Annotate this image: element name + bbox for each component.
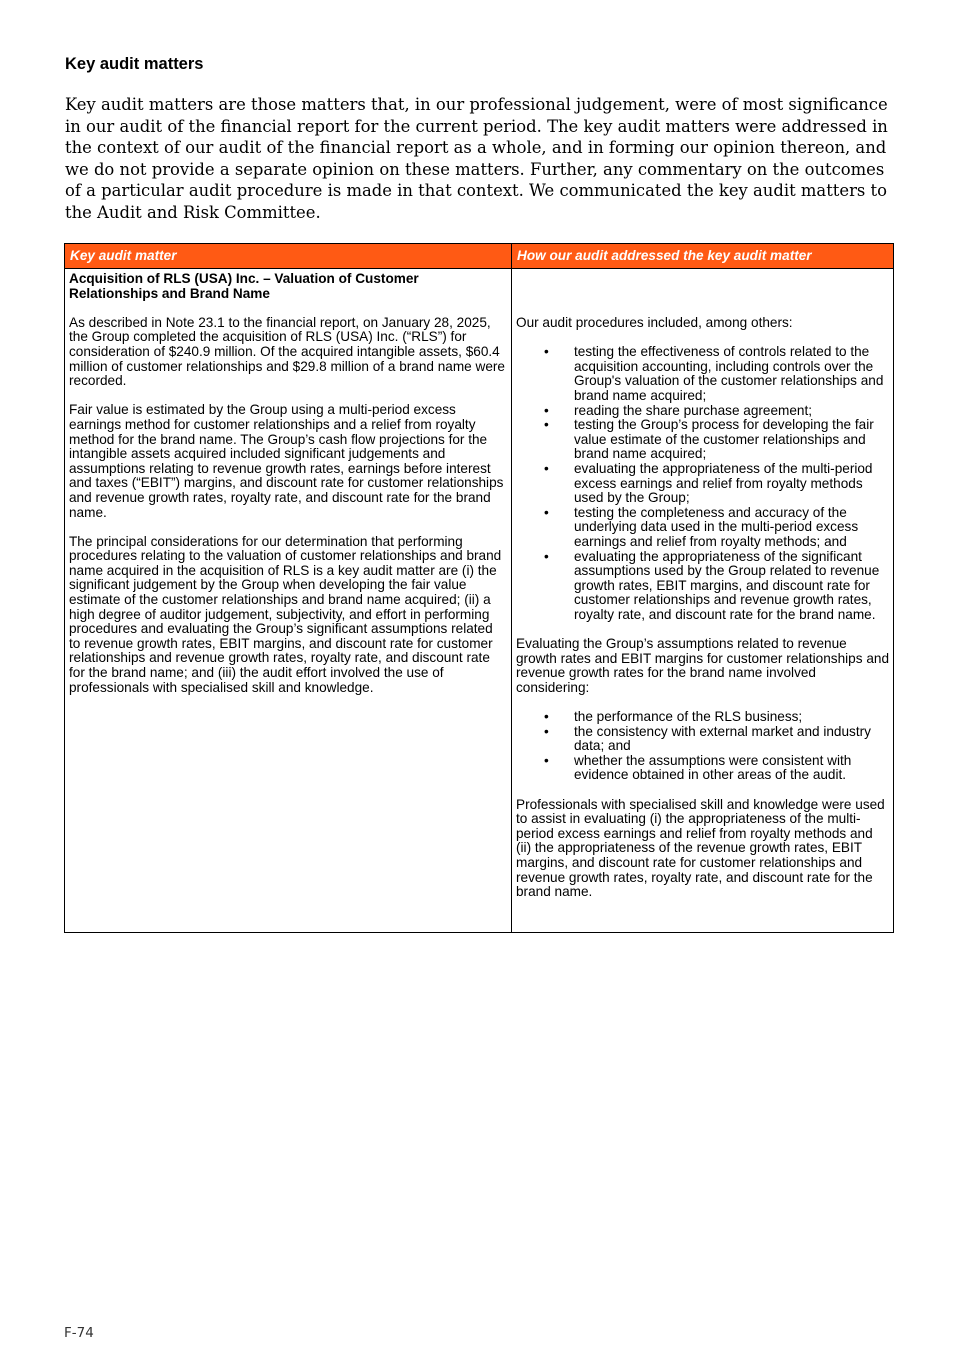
matter-paragraph: As described in Note 23.1 to the financial report, on January 28, 2025, the Group completed the acquisition of RLS (USA) Inc. (“RLS”) for consideration of $240.9 million. Of the acquired intangible assets, $60.4 million of customer relationships and $29.8 million of a brand name were recorded. <box>69 314 505 389</box>
procedures-list <box>516 345 889 622</box>
list-item: • evaluating the appropriateness of the significant assumptions used by the Group related to revenue growth rates, EBIT margins, and discount rate for customer relationships and revenue growth rates, royalty rate, and discount rate for the brand name. <box>544 548 880 622</box>
list-item: • testing the Group’s process for developing the fair value estimate of the customer relationships and brand name acquired; <box>544 417 874 462</box>
list-item: • the consistency with external market and industry data; and <box>544 723 871 754</box>
list-item: • testing the effectiveness of controls related to the acquisition accounting, including controls over the Group's valuation of the customer relationships and brand name acquired; <box>544 344 884 403</box>
header-audit-response: How our audit addressed the key audit matter <box>517 248 812 263</box>
bullet-icon: • <box>544 417 549 433</box>
list-item: • testing the completeness and accuracy of the underlying data used in the multi-period excess earnings and relief from royalty methods; and <box>544 504 859 549</box>
bullet-icon: • <box>544 709 549 725</box>
table-body-row <box>65 269 893 933</box>
key-audit-matter-cell <box>65 269 512 933</box>
page-number: F-74 <box>64 1325 94 1341</box>
bullet-icon: • <box>544 504 549 520</box>
considerations-list <box>516 710 889 783</box>
matter-paragraph: The principal considerations for our determination that performing procedures relating to the valuation of customer relationships and brand name acquired in the acquisition of RLS is a key audit matter are (i) the significant judgement by the Group when developing the fair value estimate of the customer relationships and brand name acquired; (ii) a high degree of auditor judgement, subjectivity, and effort in performing procedures and evaluating the Group’s significant assumptions related to revenue growth rates, EBIT margins, and discount rate for customer relationships and revenue growth rates, royalty rate, and discount rate for the brand name; and (iii) the audit effort involved the use of professionals with specialised skill and knowledge. <box>69 533 502 695</box>
list-item: • the performance of the RLS business; <box>544 709 803 725</box>
table-header-row <box>65 244 893 269</box>
list-item: • whether the assumptions were consistent with evidence obtained in other areas of the audit. <box>544 752 852 783</box>
procedures-intro: Our audit procedures included, among others: <box>516 315 793 330</box>
list-item: • evaluating the appropriateness of the multi-period excess earnings and relief from royalty methods used by the Group; <box>544 460 873 506</box>
audit-response-cell <box>512 269 893 933</box>
bullet-icon: • <box>544 752 549 768</box>
bullet-icon: • <box>544 460 549 476</box>
section-heading: Key audit matters <box>65 55 204 73</box>
list-item: • reading the share purchase agreement; <box>544 402 813 418</box>
intro-paragraph: Key audit matters are those matters that, in our professional judgement, were of most significance in our audit of the financial report for the current period. The key audit matters were addressed in the context of our audit of the financial report as a whole, and in forming our opinion thereon, and we do not provide a separate opinion on these matters. Further, any commentary on the outcomes of a particular audit procedure is made in that context. We communicated the key audit matters to the Audit and Risk Committee. <box>65 95 888 222</box>
matter-title: Acquisition of RLS (USA) Inc. – Valuation of Customer Relationships and Brand Name <box>69 271 419 301</box>
evaluating-intro: Evaluating the Group’s assumptions related to revenue growth rates and EBIT margins for customer relationships and revenue growth rates for the brand name involved considering: <box>516 636 889 695</box>
bullet-icon: • <box>544 548 549 564</box>
key-audit-matters-table <box>64 243 894 933</box>
matter-paragraph: Fair value is estimated by the Group using a multi-period excess earnings method for customer relationships and a relief from royalty method for the brand name. The Group’s cash flow projections for the intangible assets acquired included significant judgements and assumptions relating to revenue growth rates, earnings before interest and taxes (“EBIT”) margins, and discount rate for customer relationships and revenue growth rates, royalty rate, and discount rate for the brand name. <box>69 402 504 520</box>
bullet-icon: • <box>544 344 549 360</box>
bullet-icon: • <box>544 723 549 739</box>
header-key-audit-matter: Key audit matter <box>65 244 512 268</box>
closing-paragraph: Professionals with specialised skill and knowledge were used to assist in evaluating (i) the appropriateness of the multi-period excess earnings and relief from royalty methods and (ii) the appropriateness of the revenue growth rates, EBIT margins, and discount rate for customer relationships and revenue growth rates, royalty rate, and discount rate for the brand name. <box>516 796 885 900</box>
bullet-icon: • <box>544 402 549 418</box>
